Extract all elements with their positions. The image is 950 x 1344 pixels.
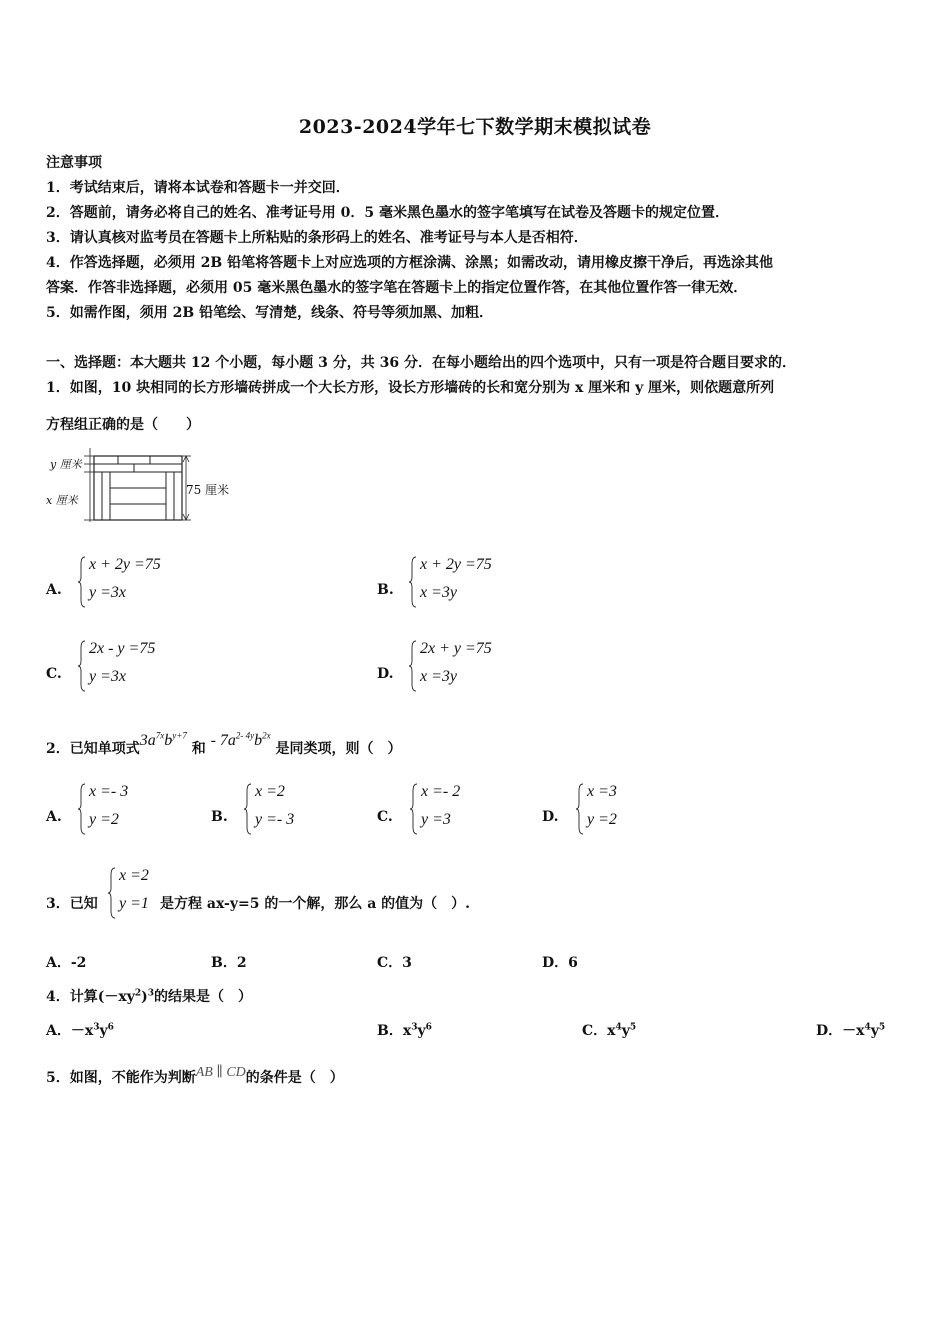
page-title: 2023-2024学年七下数学期末模拟试卷 xyxy=(298,116,652,138)
notice-item: 5．如需作图，须用 2B 铅笔绘、写清楚，线条、符号等须加黑、加粗． xyxy=(46,305,494,321)
brace-icon xyxy=(78,640,86,692)
opt-exp: 6 xyxy=(425,1022,432,1033)
equation: x =- 2 xyxy=(421,783,461,800)
equation: y =2 xyxy=(587,811,617,828)
term1-coef: 3a xyxy=(139,732,156,749)
section-heading: 一、选择题：本大题共 12 个小题，每小题 3 分，共 36 分．在每小题给出的四个选项中，只有一项是符合题目要求的． xyxy=(46,355,796,371)
notice-item: 4．作答选择题，必须用 2B 铅笔将答题卡上对应选项的方框涂满、涂黑；如需改动，请用橡皮擦干净后，再选涂其他 xyxy=(46,255,774,271)
q1-option-d-system[interactable] xyxy=(409,640,529,692)
opt-exp: 4 xyxy=(615,1022,622,1033)
equation: x =3 xyxy=(587,783,617,800)
q3-option-a[interactable]: A．-2 xyxy=(46,955,87,971)
q1-option-c-system[interactable] xyxy=(78,640,198,692)
equation: x + 2y =75 xyxy=(89,556,161,573)
brace-icon xyxy=(108,867,116,919)
q2-term2 xyxy=(211,732,271,749)
brace-icon xyxy=(576,783,584,835)
q5-math: AB ∥ CD xyxy=(195,1065,246,1080)
opt-exp: 3 xyxy=(93,1022,100,1033)
q4-tail: 的结果是（ ） xyxy=(154,989,253,1005)
q1-option-b-label[interactable]: B. xyxy=(377,582,394,598)
q2-suffix: 是同类项，则（ ） xyxy=(275,741,402,757)
q1-option-a-label[interactable]: A. xyxy=(46,582,62,598)
q2-option-d-system[interactable] xyxy=(576,783,666,835)
opt-exp: 5 xyxy=(629,1022,637,1033)
opt-var: y xyxy=(417,1023,426,1039)
term2-b: b xyxy=(254,732,263,749)
brace-icon xyxy=(409,556,417,608)
q5-prefix: 5．如图，不能作为判断 xyxy=(46,1070,196,1086)
q4-option-a[interactable] xyxy=(46,1020,114,1040)
q3-option-d[interactable]: D．6 xyxy=(542,955,578,971)
brick-figure xyxy=(46,444,236,526)
notice-item: 答案．作答非选择题，必须用 05 毫米黑色墨水的签字笔在答题卡上的指定位置作答，在其他位置作答一律无效． xyxy=(46,280,748,296)
q4-close: ) xyxy=(141,989,148,1005)
q1-line1: 1．如图，10 块相同的长方形墙砖拼成一个大长方形，设长方形墙砖的长和宽分别为 x 厘米和 y 厘米，则依题意所列 xyxy=(46,380,775,396)
q4-option-b[interactable] xyxy=(377,1020,432,1040)
equation: x =3y xyxy=(420,584,457,601)
q2-term1 xyxy=(140,732,187,749)
equation: y =3 xyxy=(421,811,451,828)
fig-x-label: x 厘米 xyxy=(46,494,78,507)
equation: y =3x xyxy=(89,668,126,685)
opt-exp: 4 xyxy=(864,1022,871,1033)
q2-option-a-label[interactable]: A. xyxy=(46,809,62,825)
q4-option-c[interactable] xyxy=(582,1020,636,1040)
q2-option-d-label[interactable]: D. xyxy=(542,809,559,825)
equation: y =1 xyxy=(119,895,149,912)
equation: 2x - y =75 xyxy=(89,640,156,657)
q1-option-a-system[interactable] xyxy=(78,556,198,608)
opt-exp: 3 xyxy=(411,1022,418,1033)
equation: y =- 3 xyxy=(255,811,295,828)
brace-icon xyxy=(409,640,417,692)
q2-middle: 和 xyxy=(191,741,206,757)
q1-option-d-label[interactable]: D. xyxy=(377,666,394,682)
term2-exp-a: 2- 4y xyxy=(235,730,255,741)
equation: x =2 xyxy=(119,867,149,884)
q1-line2: 方程组正确的是（ ） xyxy=(46,417,200,433)
q3-prefix: 3．已知 xyxy=(46,896,98,912)
q2-option-b-system[interactable] xyxy=(244,783,334,835)
term1-b: b xyxy=(164,732,173,749)
fig-height-label: 75 厘米 xyxy=(186,483,230,497)
q3-option-c[interactable]: C．3 xyxy=(377,955,412,971)
q2-option-b-label[interactable]: B. xyxy=(211,809,228,825)
term2-exp-b: 2x xyxy=(262,730,271,741)
opt-label: C．x xyxy=(582,1023,616,1039)
term1-exp-a: 7x xyxy=(155,730,165,741)
q2-option-c-system[interactable] xyxy=(410,783,500,835)
q5-text xyxy=(46,1067,344,1087)
q1-option-c-label[interactable]: C. xyxy=(46,666,62,682)
opt-var: y xyxy=(99,1023,108,1039)
q1-option-b-system[interactable] xyxy=(409,556,529,608)
q5-suffix: 的条件是（ ） xyxy=(245,1070,344,1086)
opt-label: A．－x xyxy=(46,1023,94,1039)
brace-icon xyxy=(78,556,86,608)
q4-text xyxy=(46,986,252,1006)
opt-var: y xyxy=(870,1023,879,1039)
opt-label: B．x xyxy=(377,1023,412,1039)
q4-expr: 4．计算(－xy xyxy=(46,989,135,1005)
brace-icon xyxy=(78,783,86,835)
equation: x =3y xyxy=(420,668,457,685)
q4-exp-inner: 2 xyxy=(134,988,142,999)
term1-exp-b: y+7 xyxy=(172,730,187,741)
fig-y-label: y 厘米 xyxy=(50,458,82,471)
equation: y =3x xyxy=(89,584,126,601)
equation: x =- 3 xyxy=(89,783,129,800)
notice-item: 1．考试结束后，请将本试卷和答题卡一并交回． xyxy=(46,180,350,196)
q4-exp-outer: 3 xyxy=(147,988,155,999)
q2-prefix: 2．已知单项式 xyxy=(46,741,140,757)
equation: x =2 xyxy=(255,783,285,800)
q4-option-d[interactable] xyxy=(816,1020,885,1040)
q3-option-b[interactable]: B．2 xyxy=(211,955,247,971)
brace-icon xyxy=(244,783,252,835)
opt-exp: 5 xyxy=(878,1022,886,1033)
q2-text xyxy=(46,730,402,758)
equation: 2x + y =75 xyxy=(420,640,492,657)
opt-exp: 6 xyxy=(107,1022,114,1033)
term2-coef: - 7a xyxy=(210,732,236,749)
opt-label: D．－x xyxy=(816,1023,865,1039)
q3-system xyxy=(108,867,168,919)
q3-suffix: 是方程 ax-y=5 的一个解，那么 a 的值为（ ）. xyxy=(160,896,471,912)
notice-heading: 注意事项 xyxy=(46,155,102,171)
equation: y =2 xyxy=(89,811,119,828)
brace-icon xyxy=(410,783,418,835)
notice-item: 2．答题前，请务必将自己的姓名、准考证号用 0．5 毫米黑色墨水的签字笔填写在试卷及答题卡的规定位置． xyxy=(46,205,729,221)
q2-option-a-system[interactable] xyxy=(78,783,168,835)
equation: x + 2y =75 xyxy=(420,556,492,573)
q2-option-c-label[interactable]: C. xyxy=(377,809,393,825)
opt-var: y xyxy=(621,1023,630,1039)
notice-item: 3．请认真核对监考员在答题卡上所粘贴的条形码上的姓名、准考证号与本人是否相符． xyxy=(46,230,588,246)
